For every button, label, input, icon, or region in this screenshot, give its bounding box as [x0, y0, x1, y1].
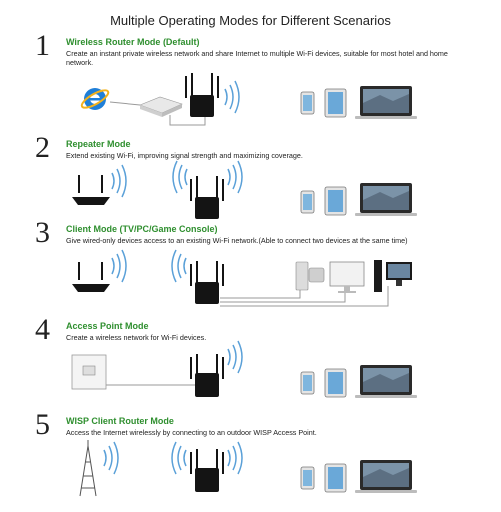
wifi-extender-icon — [190, 176, 224, 219]
mode-1-illustration — [0, 37, 501, 133]
mode-4-illustration — [0, 321, 501, 417]
tablet-icon — [325, 369, 346, 397]
mode-description: Create an instant private wireless network and share Internet to multiple Wi-Fi devices, suitable for most hotel and home network. — [66, 49, 448, 67]
laptop-icon — [355, 183, 417, 216]
tablet-icon — [325, 187, 346, 215]
game-console-icon — [296, 262, 324, 290]
wifi-extender-icon — [185, 73, 219, 117]
desktop-pc-icon — [374, 260, 412, 292]
mode-3-illustration — [0, 224, 501, 320]
wifi-extender-icon — [190, 449, 224, 492]
mode-5 — [0, 408, 501, 512]
mode-4 — [0, 313, 501, 417]
wifi-signal-icon — [228, 442, 242, 474]
mode-number: 4 — [35, 313, 50, 346]
ethernet-wall-jack-icon — [72, 355, 106, 389]
wisp-tower-icon — [80, 440, 96, 496]
tablet-icon — [325, 464, 346, 492]
internet-explorer-icon — [80, 87, 111, 111]
wifi-signal-icon — [112, 165, 126, 197]
mode-2-illustration — [0, 139, 501, 235]
wifi-signal-icon — [172, 250, 186, 282]
mode-description: Create a wireless network for Wi-Fi devices. — [66, 333, 207, 342]
mode-2 — [0, 131, 501, 235]
smartphone-icon — [301, 372, 314, 394]
wifi-extender-icon — [190, 261, 224, 304]
wifi-extender-icon — [190, 354, 224, 397]
mode-description: Give wired-only devices access to an existing Wi-Fi network.(Able to connect two devices at the same time) — [66, 236, 408, 245]
mode-description: Access the Internet wirelessly by connecting to an outdoor WISP Access Point. — [66, 428, 317, 437]
mode-number: 2 — [35, 131, 50, 164]
mode-1 — [0, 29, 501, 133]
router-icon — [72, 262, 110, 292]
smartphone-icon — [301, 467, 314, 489]
mode-number: 5 — [35, 408, 50, 441]
wifi-signal-icon — [104, 442, 118, 474]
router-icon — [72, 175, 110, 205]
mode-title: Access Point Mode — [66, 321, 149, 331]
wifi-signal-icon — [173, 161, 187, 193]
wifi-signal-icon — [172, 442, 186, 474]
mode-3 — [0, 216, 501, 320]
smartphone-icon — [301, 92, 314, 114]
modem-icon — [140, 97, 182, 117]
mode-title: Client Mode (TV/PC/Game Console) — [66, 224, 218, 234]
smartphone-icon — [301, 191, 314, 213]
laptop-icon — [355, 460, 417, 493]
laptop-icon — [355, 365, 417, 398]
mode-title: WISP Client Router Mode — [66, 416, 174, 426]
wifi-signal-icon — [225, 81, 239, 113]
page-title: Multiple Operating Modes for Different Scenarios — [110, 13, 391, 28]
mode-description: Extend existing Wi-Fi, improving signal strength and maximizing coverage. — [66, 151, 303, 160]
wifi-signal-icon — [228, 161, 242, 193]
mode-title: Wireless Router Mode (Default) — [66, 37, 200, 47]
wifi-signal-icon — [112, 250, 126, 282]
laptop-icon — [355, 86, 417, 119]
wifi-signal-icon — [228, 341, 242, 373]
mode-5-illustration — [0, 416, 501, 512]
mode-number: 1 — [35, 29, 50, 62]
tablet-icon — [325, 89, 346, 117]
monitor-icon — [330, 262, 364, 293]
mode-number: 3 — [35, 216, 50, 249]
mode-title: Repeater Mode — [66, 139, 131, 149]
